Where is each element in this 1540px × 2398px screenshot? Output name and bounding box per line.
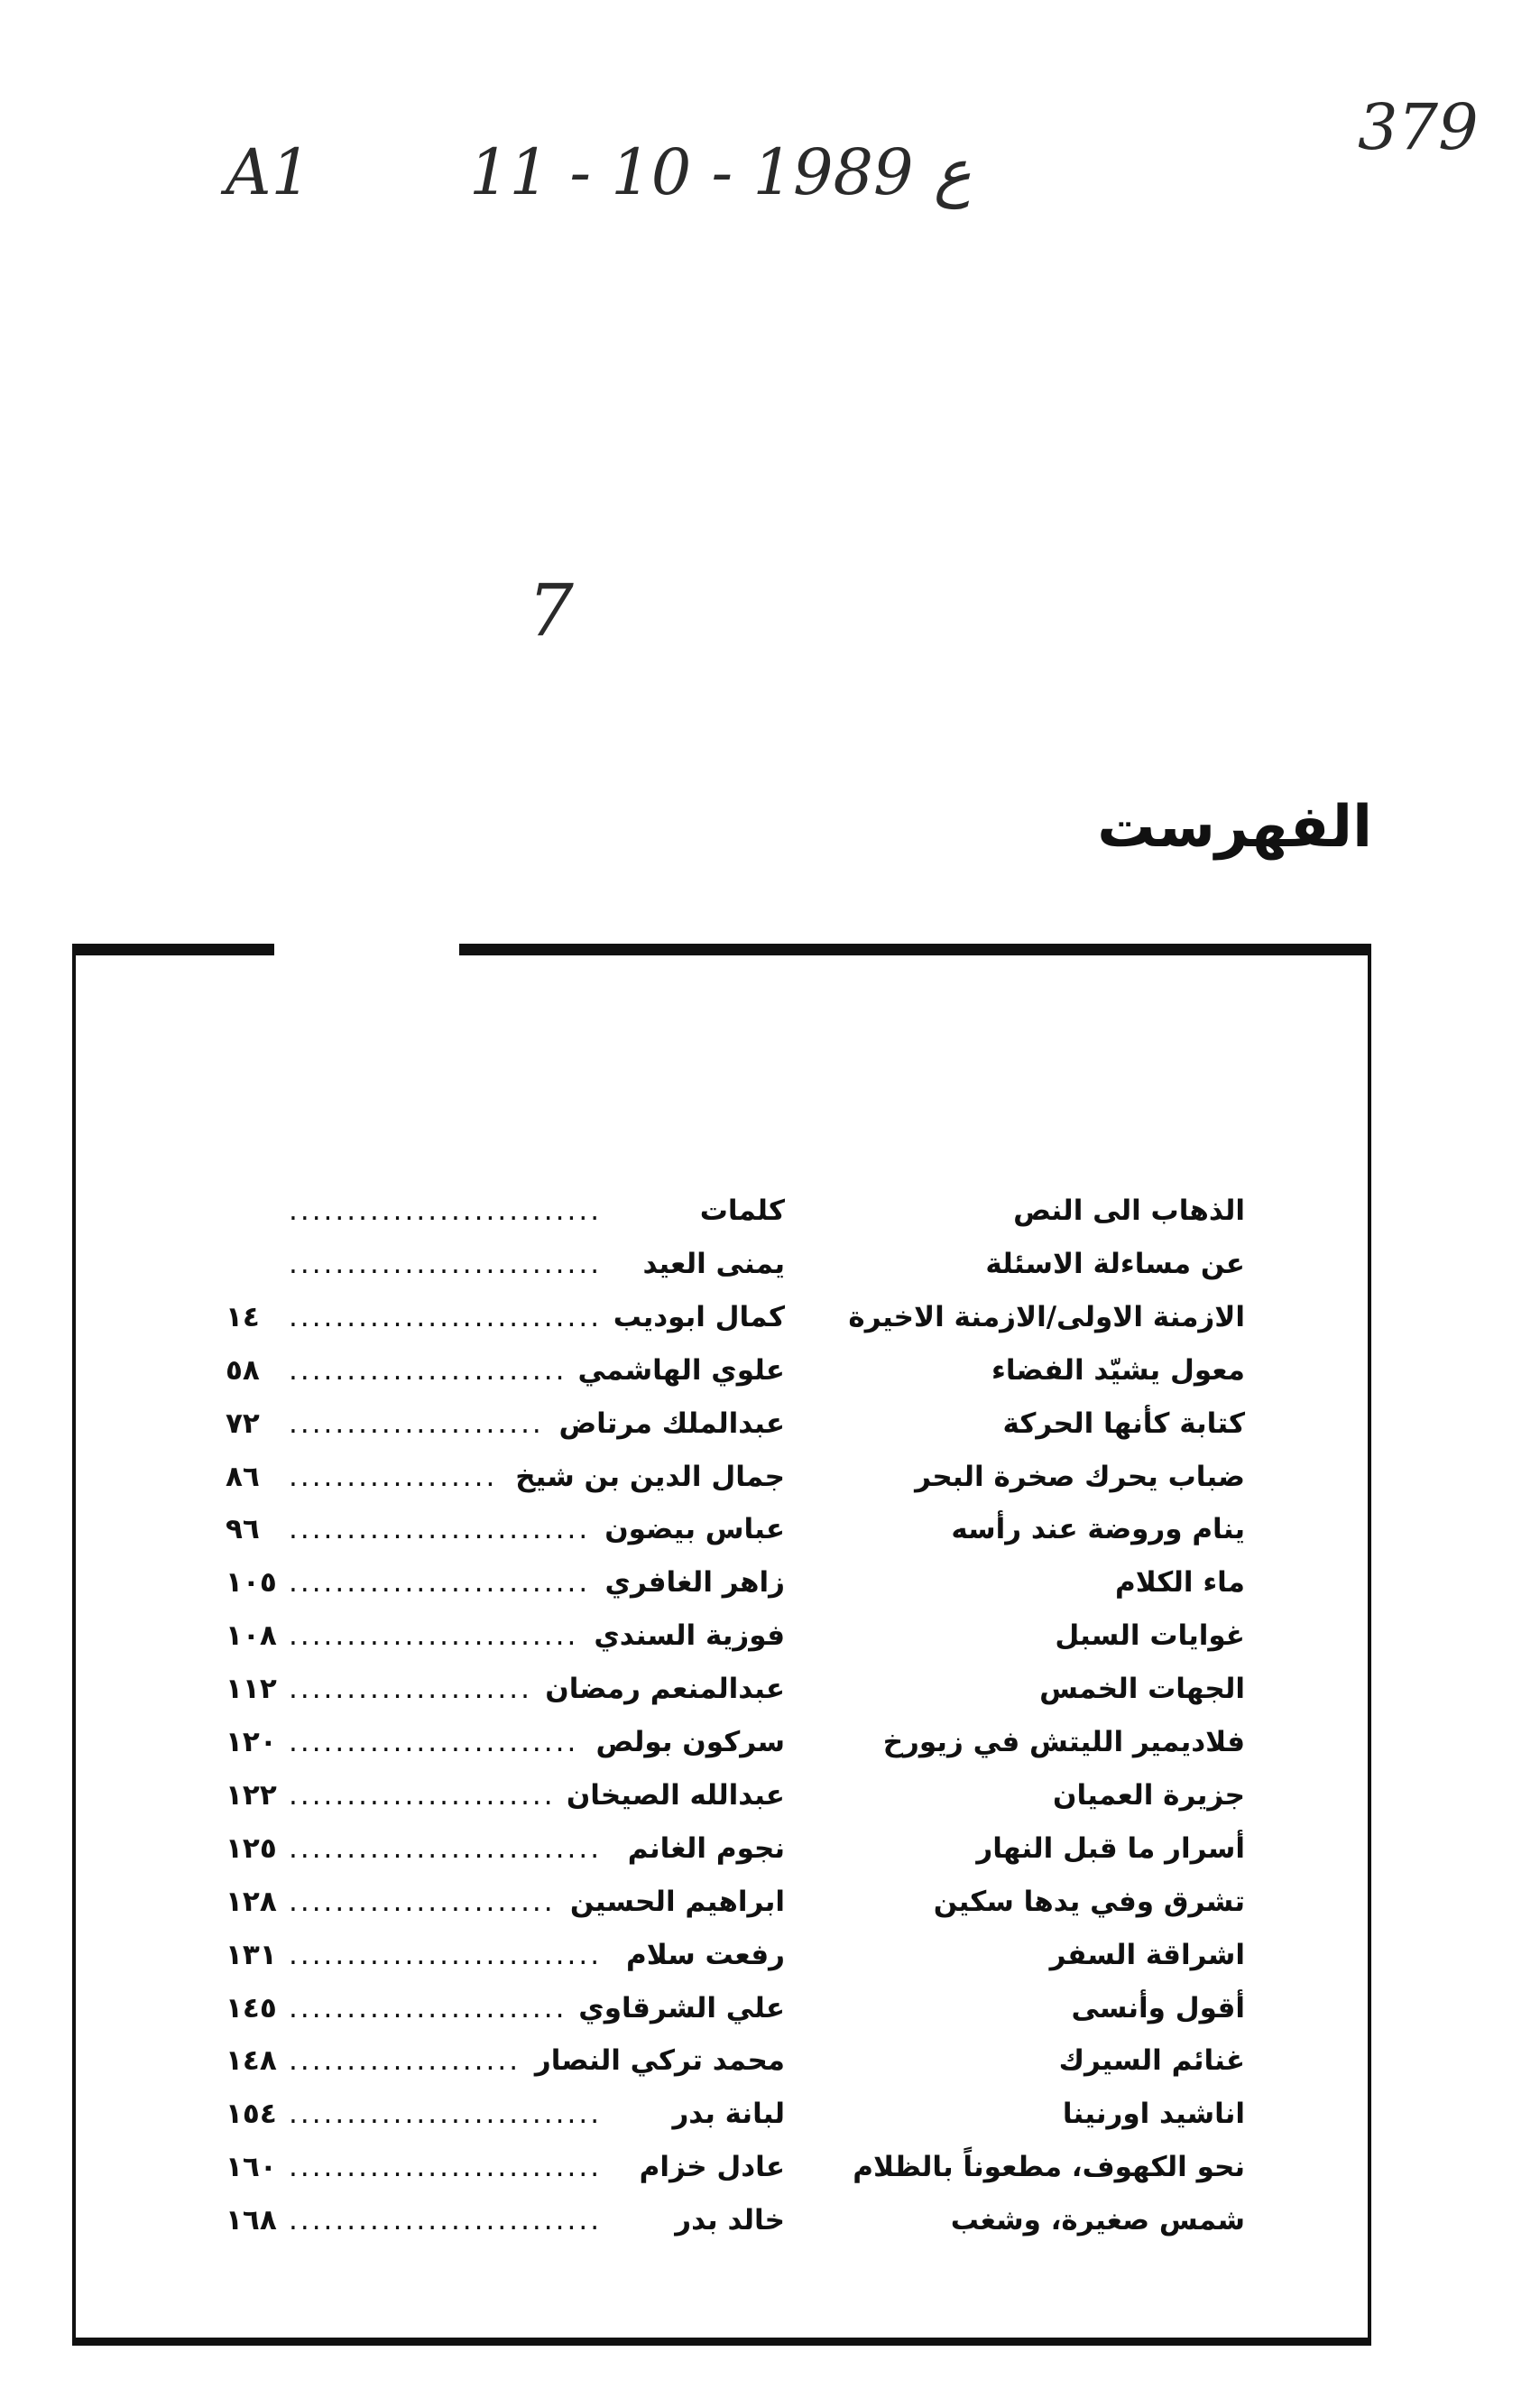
dot-leader: .................... [289, 2044, 521, 2078]
toc-entry-page: ٨٦ [226, 1460, 260, 1493]
toc-entry-page: ١٢٠ [226, 1726, 277, 1758]
toc-entry [226, 1982, 1245, 2034]
toc-entry [226, 1716, 1245, 1768]
toc-entry-title: ضباب يحرك صخرة البحر [915, 1460, 1245, 1493]
toc-entry [226, 2034, 1245, 2087]
toc-entry-page: ١٠٥ [226, 1566, 277, 1600]
dot-leader: ...................... [289, 1407, 544, 1440]
toc-entry [226, 1663, 1245, 1715]
dot-leader: ........................... [289, 1300, 603, 1333]
toc-entry [226, 2194, 1245, 2246]
frame-top-rule-right [459, 944, 1371, 955]
toc-entry-author: رفعت سلام [626, 1938, 785, 1971]
dot-leader: ....................... [289, 1778, 556, 1812]
toc-entry [226, 2088, 1245, 2140]
toc-entry [226, 2141, 1245, 2193]
toc-entry-page: ١٤٥ [226, 1991, 277, 2024]
toc-entry-title: شمس صغيرة، وشغب [950, 2204, 1245, 2237]
dot-leader: ........................... [289, 1247, 603, 1280]
toc-entry [226, 1185, 1245, 1237]
dot-leader: .......................... [289, 1566, 591, 1600]
toc-entry-page: ١٦٠ [226, 2151, 277, 2184]
toc-entry-page: ٩٦ [226, 1513, 260, 1546]
dot-leader: ........................... [289, 2204, 603, 2237]
toc-entry [226, 1503, 1245, 1555]
dot-leader: ........................... [289, 2151, 603, 2184]
catalog-mark: A1 [226, 135, 312, 209]
toc-entry [226, 1929, 1245, 1981]
toc-entry-title: غنائم السيرك [1058, 2044, 1245, 2078]
dot-leader: ......................... [289, 1726, 579, 1758]
dot-leader: ........................... [289, 2098, 603, 2131]
toc-entry-title: كتابة كأنها الحركة [1002, 1407, 1245, 1440]
dot-leader: .................. [289, 1460, 498, 1493]
toc-entry-page: ٥٨ [226, 1353, 260, 1387]
toc-entry-author: نجوم الغانم [627, 1831, 785, 1865]
toc-entry-title: جزيرة العميان [1053, 1778, 1245, 1812]
toc-entry-page: ١١٢ [226, 1673, 277, 1706]
toc-entry [226, 1556, 1245, 1609]
toc-entry-page: ١٢٨ [226, 1885, 277, 1918]
toc-entry-title: أسرار ما قبل النهار [976, 1831, 1245, 1865]
toc-entry-title: معول يشيّد الفضاء [991, 1353, 1245, 1387]
toc-entry-author: زاهر الغافري [604, 1566, 785, 1600]
toc-entry [226, 1822, 1245, 1875]
toc-entry-page: ١٦٨ [226, 2204, 277, 2237]
toc-entry-author: ابراهيم الحسين [569, 1885, 785, 1918]
handwritten-number: 379 [1358, 90, 1479, 164]
toc-entry-author: عبدالملك مرتاض [558, 1407, 785, 1440]
pencil-mark: 7 [528, 568, 574, 652]
toc-entry-page: ١٤٨ [226, 2044, 277, 2078]
toc-entry-author: عبدالمنعم رمضان [545, 1673, 785, 1706]
toc-entry-page: ١٥٤ [226, 2098, 277, 2131]
toc-entry [226, 1291, 1245, 1343]
toc-entry-page: ١٣١ [226, 1938, 277, 1971]
toc-entry-author: علوي الهاشمي [577, 1353, 785, 1387]
toc-entry [226, 1397, 1245, 1450]
toc-heading: الفهرست [1097, 794, 1372, 861]
toc-entry-title: نحو الكهوف، مطعوناً بالظلام [853, 2151, 1245, 2184]
toc-entry-title: الذهاب الى النص [1013, 1194, 1245, 1227]
toc-entry-author: كلمات [699, 1194, 785, 1227]
toc-entry-page: ١٠٨ [226, 1619, 277, 1653]
dot-leader: .......................... [289, 1513, 591, 1546]
toc-entry-page: ١٢٢ [226, 1778, 277, 1812]
toc-entry [226, 1769, 1245, 1822]
toc-entry [226, 1876, 1245, 1928]
toc-entry-author: علي الشرقاوي [578, 1991, 785, 2024]
toc-entry-title: تشرق وفي يدها سكين [933, 1885, 1245, 1918]
toc-entry-title: اناشيد اورنينا [1062, 2098, 1245, 2131]
dot-leader: ........................... [289, 1194, 603, 1227]
toc-entry-author: لبانة بدر [672, 2098, 785, 2131]
toc-entry-author: كمال ابوديب [613, 1300, 785, 1333]
dot-leader: ....................... [289, 1885, 556, 1918]
toc-entry-author: عادل خزام [639, 2151, 785, 2184]
dot-leader: ........................ [289, 1991, 567, 2024]
dot-leader: ........................... [289, 1938, 603, 1971]
toc-entry [226, 1451, 1245, 1503]
toc-entry-title: غوايات السبل [1055, 1619, 1245, 1653]
toc-entry-author: سركون بولص [595, 1726, 785, 1758]
toc-entry [226, 1238, 1245, 1290]
toc-entry-page: ١٤ [226, 1300, 260, 1333]
toc-entry-page: ٧٢ [226, 1407, 260, 1440]
toc-entry-title: ينام وروضة عند رأسه [951, 1513, 1245, 1546]
toc-entry-author: يمنى العيد [642, 1247, 785, 1280]
toc-entry-author: فوزية السندي [594, 1619, 785, 1653]
toc-entry-title: الجهات الخمس [1039, 1673, 1245, 1706]
toc-entry-page: ١٢٥ [226, 1831, 277, 1865]
toc-entry [226, 1344, 1245, 1397]
dot-leader: ........................... [289, 1831, 603, 1865]
toc-entry-author: جمال الدين بن شيخ [515, 1460, 785, 1493]
toc-entry-title: فلاديمير الليتش في زيورخ [882, 1726, 1245, 1758]
dot-leader: ......................... [289, 1619, 579, 1653]
toc-entry-author: محمد تركي النصار [534, 2044, 785, 2078]
dot-leader: ..................... [289, 1673, 532, 1706]
toc-entry-author: عباس بيضون [604, 1513, 785, 1546]
toc-entry-title: أقول وأنسى [1071, 1991, 1245, 2024]
toc-entry-author: خالد بدر [675, 2204, 785, 2237]
toc-entry-title: اشراقة السفر [1049, 1938, 1245, 1971]
toc-entry-title: ماء الكلام [1114, 1566, 1245, 1600]
toc-entry-title: الازمنة الاولى/الازمنة الاخيرة [848, 1300, 1245, 1333]
frame-top-rule-left [72, 944, 274, 955]
toc-entry [226, 1609, 1245, 1662]
toc-entry-title: عن مساءلة الاسئلة [985, 1247, 1245, 1280]
handwritten-date: 11 - 10 - ع 1989 [469, 135, 972, 209]
dot-leader: ........................ [289, 1353, 567, 1387]
toc-entry-author: عبدالله الصيخان [566, 1778, 785, 1812]
